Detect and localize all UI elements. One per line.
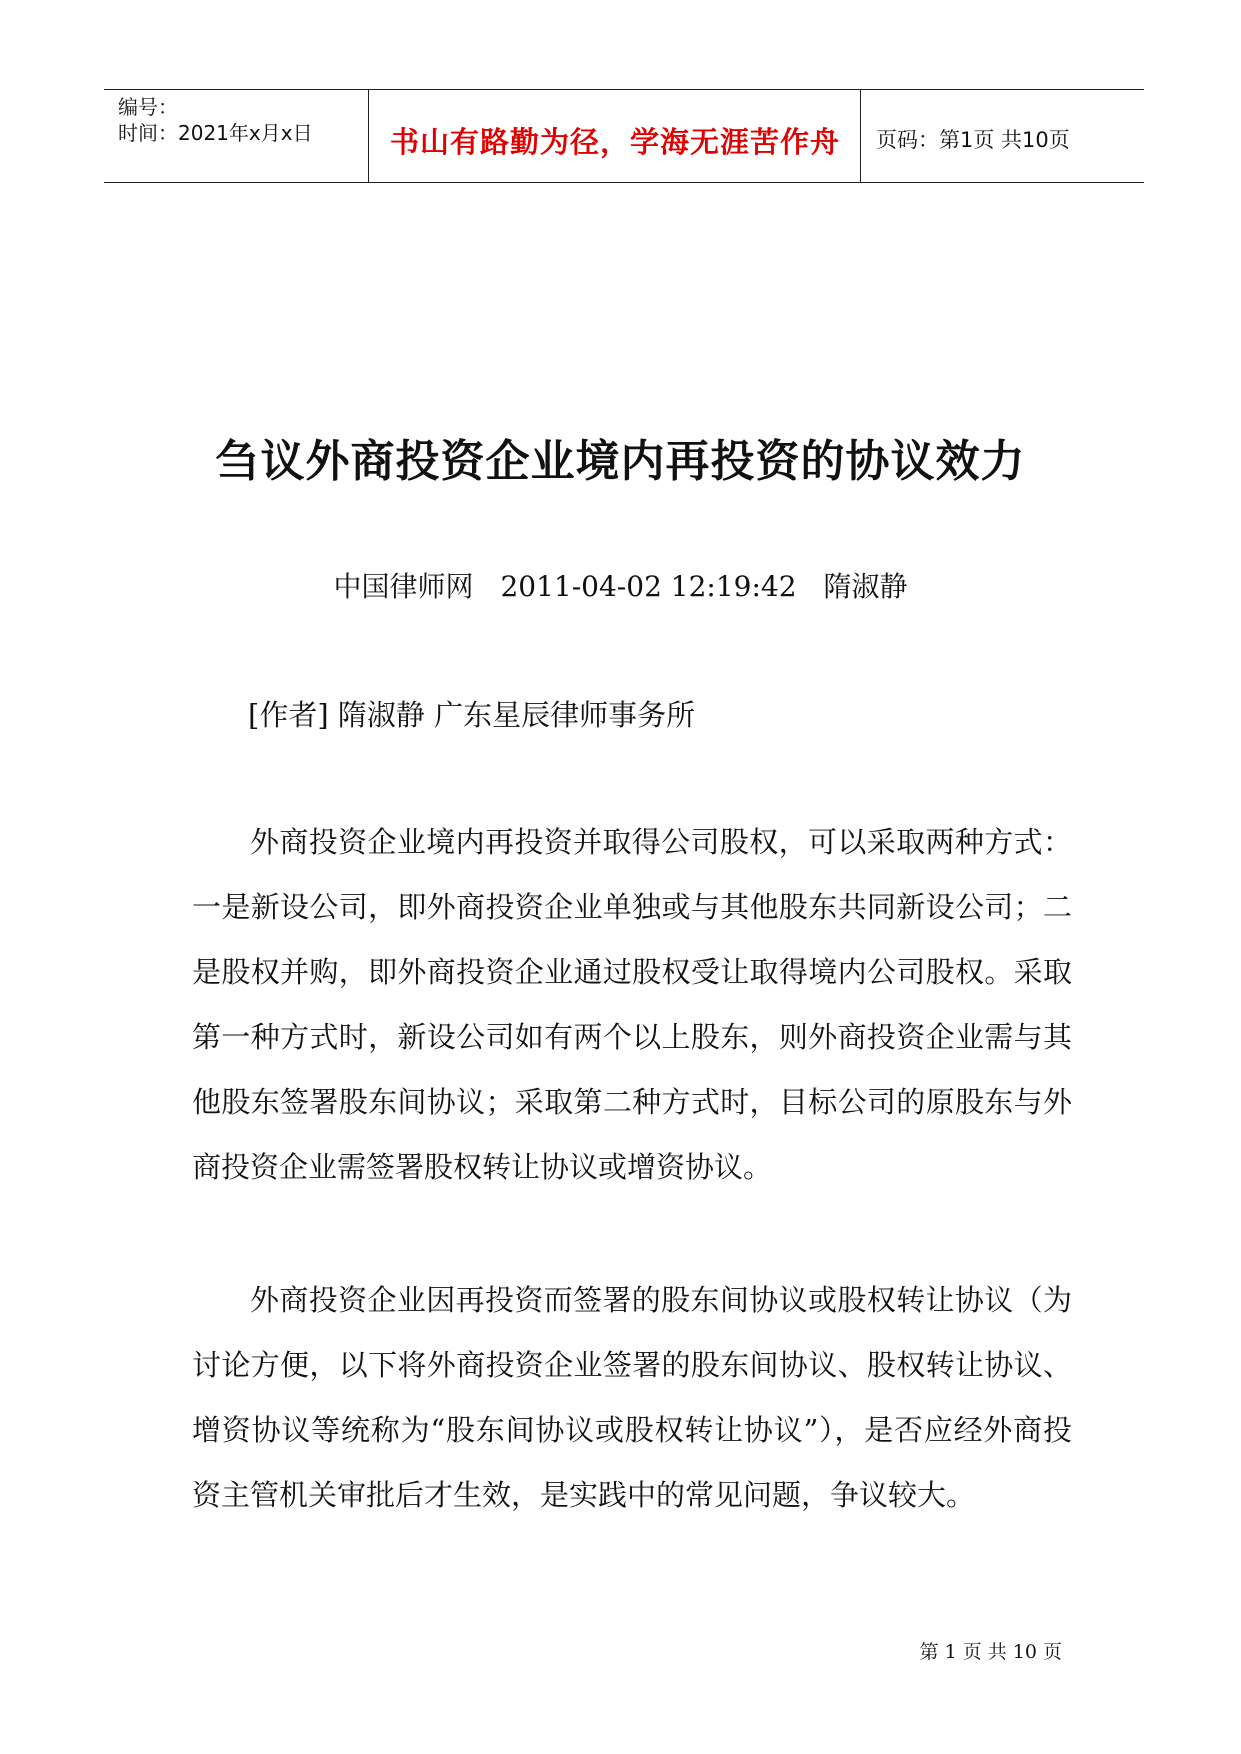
document-time-label: 时间：2021年x月x日	[118, 121, 313, 145]
motto-text: 书山有路勤为径，学海无涯苦作舟	[389, 125, 840, 159]
author-line: [作者] 隋淑静 广东星辰律师事务所	[248, 698, 696, 732]
header-page-info: 页码：第1页 共10页	[876, 128, 1070, 152]
page-footer: 第 1 页 共 10 页	[919, 1641, 1062, 1663]
article-title: 刍议外商投资企业境内再投资的协议效力	[215, 436, 1026, 487]
header-motto-cell	[370, 90, 861, 182]
article-meta	[0, 565, 1241, 605]
header-page-cell	[862, 90, 1144, 182]
paragraph-1: 外商投资企业境内再投资并取得公司股权，可以采取两种方式：一是新设公司，即外商投资企业单独或与其他股东共同新设公司；二是股权并购，即外商投资企业通过股权受让取得境内公司股权。采取第一种方式时，新设公司如有两个以上股东，则外商投资企业需与其他股东签署股东间协议；采取第二种方式时，目标公司的原股东与外商投资企业需签署股权转让协议或增资协议。	[192, 825, 1072, 1184]
article-datetime: 2011-04-02 12:19:42	[500, 570, 797, 603]
header-info-cell	[104, 90, 369, 182]
article-byline: 隋淑静	[823, 570, 908, 603]
article-source: 中国律师网	[333, 570, 474, 603]
document-header	[104, 89, 1144, 183]
document-number-label: 编号：	[118, 95, 178, 119]
paragraph-2: 外商投资企业因再投资而签署的股东间协议或股权转让协议（为讨论方便，以下将外商投资企业签署的股东间协议、股权转让协议、增资协议等统称为“股东间协议或股权转让协议”），是否应经外商投资主管机关审批后才生效，是实践中的常见问题，争议较大。	[192, 1283, 1072, 1512]
